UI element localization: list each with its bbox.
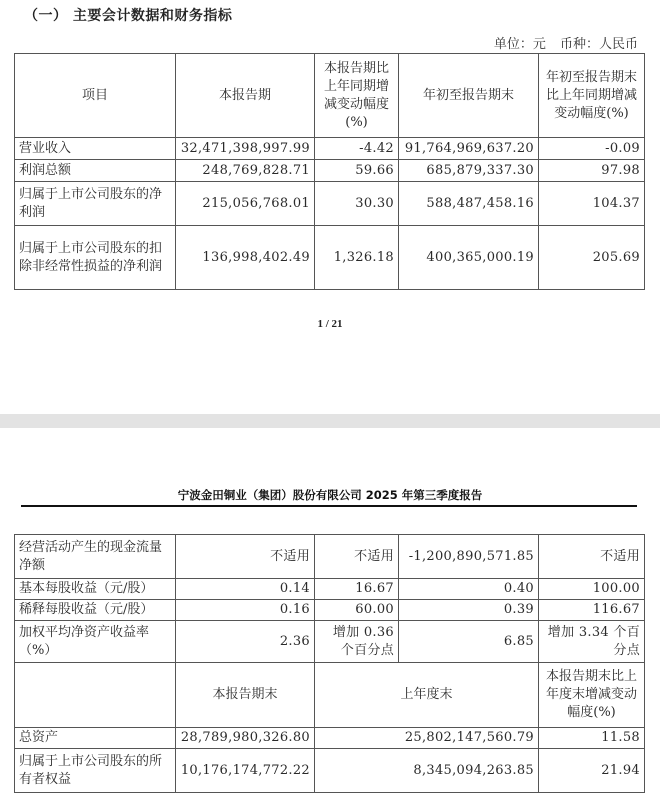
table-row xyxy=(15,182,645,226)
document-page-2 xyxy=(0,428,660,804)
table-row xyxy=(15,600,645,621)
row-ytd-change: 97.98 xyxy=(539,160,645,182)
row-item: 归属于上市公司股东的扣除非经常性损益的净利润 xyxy=(15,226,176,290)
row-current: 248,769,828.71 xyxy=(176,160,315,182)
table-row xyxy=(15,138,645,160)
row-period-end: 10,176,174,772.22 xyxy=(176,749,315,793)
table-row xyxy=(15,535,645,579)
row-current: 不适用 xyxy=(176,535,315,579)
row-item: 加权平均净资产收益率（%） xyxy=(15,621,176,663)
row-current: 32,471,398,997.99 xyxy=(176,138,315,160)
balance-header-change: 本报告期末比上年度末增减变动幅度(%) xyxy=(539,663,645,728)
row-ytd: 0.40 xyxy=(399,579,539,600)
row-current: 2.36 xyxy=(176,621,315,663)
page-gap xyxy=(0,414,660,428)
row-ytd-change: 104.37 xyxy=(539,182,645,226)
row-item: 稀释每股收益（元/股） xyxy=(15,600,176,621)
row-current-change: 16.67 xyxy=(315,579,399,600)
row-item: 归属于上市公司股东的净利润 xyxy=(15,182,176,226)
table-row xyxy=(15,226,645,290)
table-row xyxy=(15,579,645,600)
header-current-change: 本报告期比上年同期增减变动幅度(%) xyxy=(315,54,399,138)
page-number: 1 / 21 xyxy=(317,318,343,330)
row-current: 0.14 xyxy=(176,579,315,600)
row-ytd-change: 100.00 xyxy=(539,579,645,600)
balance-header-row xyxy=(15,663,645,728)
row-current-change: 不适用 xyxy=(315,535,399,579)
table-row xyxy=(15,728,645,749)
row-prior-year-end: 8,345,094,263.85 xyxy=(315,749,539,793)
row-ytd-change: -0.09 xyxy=(539,138,645,160)
row-item: 营业收入 xyxy=(15,138,176,160)
row-current-change: 59.66 xyxy=(315,160,399,182)
row-current: 136,998,402.49 xyxy=(176,226,315,290)
balance-header-prior-year-end: 上年度末 xyxy=(315,663,539,728)
row-item: 利润总额 xyxy=(15,160,176,182)
row-ytd-change: 116.67 xyxy=(539,600,645,621)
row-change: 21.94 xyxy=(539,749,645,793)
row-item: 归属于上市公司股东的所有者权益 xyxy=(15,749,176,793)
report-header: 宁波金田铜业（集团）股份有限公司 2025 年第三季度报告 xyxy=(177,488,483,502)
currency-label: 币种：人民币 xyxy=(559,37,638,52)
row-ytd: 400,365,000.19 xyxy=(399,226,539,290)
table-row xyxy=(15,160,645,182)
balance-header-item xyxy=(15,663,176,728)
header-ytd: 年初至报告期末 xyxy=(399,54,539,138)
row-ytd: 91,764,969,637.20 xyxy=(399,138,539,160)
section-title: （一） 主要会计数据和财务指标 xyxy=(24,8,233,24)
row-prior-year-end: 25,802,147,560.79 xyxy=(315,728,539,749)
header-item: 项目 xyxy=(15,54,176,138)
header-current-period: 本报告期 xyxy=(176,54,315,138)
unit-label: 单位：元 xyxy=(493,37,546,52)
unit-currency-line xyxy=(484,33,638,52)
balance-header-period-end: 本报告期末 xyxy=(176,663,315,728)
row-item: 总资产 xyxy=(15,728,176,749)
table-header-row xyxy=(15,54,645,138)
row-ytd: 588,487,458.16 xyxy=(399,182,539,226)
row-ytd: 685,879,337.30 xyxy=(399,160,539,182)
row-current: 215,056,768.01 xyxy=(176,182,315,226)
row-ytd-change: 205.69 xyxy=(539,226,645,290)
row-current-change: 30.30 xyxy=(315,182,399,226)
table-row xyxy=(15,749,645,793)
row-current-change: -4.42 xyxy=(315,138,399,160)
row-period-end: 28,789,980,326.80 xyxy=(176,728,315,749)
key-financial-data-table xyxy=(14,53,645,290)
row-ytd: -1,200,890,571.85 xyxy=(399,535,539,579)
row-change: 11.58 xyxy=(539,728,645,749)
row-current: 0.16 xyxy=(176,600,315,621)
row-current-change: 1,326.18 xyxy=(315,226,399,290)
key-financial-data-table-continued xyxy=(14,534,645,793)
row-ytd: 0.39 xyxy=(399,600,539,621)
row-ytd: 6.85 xyxy=(399,621,539,663)
header-ytd-change: 年初至报告期末比上年同期增减变动幅度(%) xyxy=(539,54,645,138)
row-current-change: 增加 0.36 个百分点 xyxy=(315,621,399,663)
row-ytd-change: 不适用 xyxy=(539,535,645,579)
header-rule xyxy=(21,505,637,507)
row-item: 经营活动产生的现金流量净额 xyxy=(15,535,176,579)
row-current-change: 60.00 xyxy=(315,600,399,621)
row-item: 基本每股收益（元/股） xyxy=(15,579,176,600)
row-ytd-change: 增加 3.34 个百分点 xyxy=(539,621,645,663)
table-row xyxy=(15,621,645,663)
